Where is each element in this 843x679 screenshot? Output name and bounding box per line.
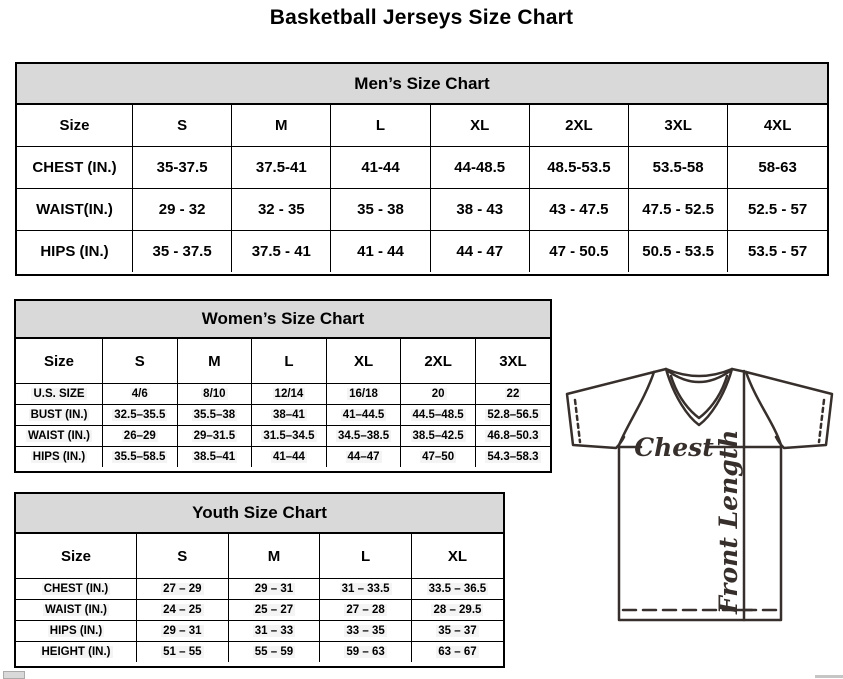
size-value xyxy=(475,447,550,468)
size-value-text: 47 - 50.5 xyxy=(549,243,609,260)
size-value-text: 37.5-41 xyxy=(255,159,307,176)
size-value-text: 27 – 28 xyxy=(346,604,385,616)
size-value xyxy=(411,600,503,621)
size-value-text: 55 – 59 xyxy=(254,646,294,658)
size-value-text: 20 xyxy=(431,388,445,400)
size-value-text: 44-48.5 xyxy=(454,159,506,176)
size-value-text: 41–44.5 xyxy=(342,409,385,421)
size-value-text: 41 - 44 xyxy=(357,243,404,260)
size-value xyxy=(475,405,550,426)
size-value-text: 51 – 55 xyxy=(163,646,202,658)
table-row xyxy=(16,447,550,468)
row-label xyxy=(16,579,137,600)
size-value xyxy=(320,642,412,663)
size-value xyxy=(252,426,327,447)
size-value-text: 53.5-58 xyxy=(652,159,704,176)
row-label-text: HIPS (IN.) xyxy=(40,243,109,260)
size-value xyxy=(232,147,331,189)
column-header-text: S xyxy=(177,117,188,134)
womens-size-chart xyxy=(14,299,552,473)
size-value xyxy=(103,447,178,468)
table-row xyxy=(16,600,503,621)
size-value-text: 33 – 35 xyxy=(346,625,385,637)
size-value xyxy=(629,189,728,231)
row-label xyxy=(17,231,133,273)
column-header-text: S xyxy=(134,352,145,370)
youth-size-table xyxy=(16,534,503,662)
size-value-text: 35.5–38 xyxy=(193,409,236,421)
row-label xyxy=(16,642,137,663)
table-row xyxy=(16,384,550,405)
size-value xyxy=(228,621,320,642)
column-header-text: XL xyxy=(447,547,468,565)
size-value xyxy=(252,405,327,426)
size-value xyxy=(529,189,628,231)
column-header xyxy=(232,105,331,147)
column-header xyxy=(430,105,529,147)
size-value xyxy=(430,231,529,273)
size-value-text: 29 - 32 xyxy=(158,201,206,218)
size-value-text: 41–44 xyxy=(272,451,305,463)
size-value xyxy=(137,642,229,663)
size-value xyxy=(137,579,229,600)
womens-chart-title: Women’s Size Chart xyxy=(16,301,550,339)
column-header-text: XL xyxy=(470,117,490,134)
size-value xyxy=(401,384,476,405)
front-length-label: Front Length xyxy=(714,429,743,614)
size-value xyxy=(326,384,401,405)
jersey-sleeve-left-cuff-dashes xyxy=(575,400,580,442)
size-header-row xyxy=(16,339,550,384)
size-value xyxy=(133,189,232,231)
size-value xyxy=(228,579,320,600)
scrollbar-thumb-fragment-left[interactable] xyxy=(3,671,25,679)
jersey-measurement-diagram xyxy=(556,361,843,629)
size-value xyxy=(728,231,827,273)
size-value xyxy=(728,147,827,189)
size-value xyxy=(177,447,252,468)
row-label xyxy=(17,189,133,231)
size-value-text: 53.5 - 57 xyxy=(748,243,808,260)
size-value xyxy=(430,189,529,231)
row-label-text: HEIGHT (IN.) xyxy=(41,646,111,658)
column-header-text: L xyxy=(284,352,294,370)
column-header-text: L xyxy=(360,547,371,565)
size-value xyxy=(320,600,412,621)
table-row xyxy=(16,426,550,447)
chest-label: Chest xyxy=(634,433,714,462)
size-value xyxy=(177,426,252,447)
size-value-text: 44–47 xyxy=(347,451,380,463)
size-value-text: 8/10 xyxy=(203,388,226,400)
size-value xyxy=(103,405,178,426)
size-value-text: 35.5–58.5 xyxy=(114,451,166,463)
size-value xyxy=(331,189,430,231)
size-value-text: 22 xyxy=(506,388,520,400)
column-header-text: M xyxy=(208,352,221,370)
size-value-text: 31 – 33 xyxy=(254,625,294,637)
size-value xyxy=(401,405,476,426)
size-value-text: 63 – 67 xyxy=(438,646,477,658)
size-header-row xyxy=(16,534,503,579)
column-header xyxy=(252,339,327,384)
mens-size-chart xyxy=(15,62,829,276)
size-value-text: 32.5–35.5 xyxy=(114,409,166,421)
size-value-text: 43 - 47.5 xyxy=(549,201,609,218)
size-value xyxy=(331,231,430,273)
column-header-text: 4XL xyxy=(763,117,792,134)
row-label xyxy=(16,426,103,447)
page-title: Basketball Jerseys Size Chart xyxy=(269,6,574,29)
column-header-text: S xyxy=(177,547,188,565)
column-header xyxy=(411,534,503,579)
size-value-text: 37.5 - 41 xyxy=(251,243,311,260)
size-value-text: 47–50 xyxy=(422,451,455,463)
womens-size-table xyxy=(16,339,550,467)
size-value-text: 52.8–56.5 xyxy=(487,409,539,421)
row-label xyxy=(16,600,137,621)
size-value-text: 4/6 xyxy=(131,388,148,400)
column-header xyxy=(331,105,430,147)
size-value-text: 35 - 38 xyxy=(357,201,404,218)
size-value xyxy=(475,384,550,405)
size-value xyxy=(326,426,401,447)
size-value xyxy=(252,384,327,405)
size-value xyxy=(475,426,550,447)
column-header xyxy=(320,534,412,579)
size-value xyxy=(177,384,252,405)
size-value-text: 12/14 xyxy=(274,388,304,400)
size-value-text: 33.5 – 36.5 xyxy=(428,583,487,595)
size-value xyxy=(401,447,476,468)
size-value-text: 41-44 xyxy=(361,159,400,176)
size-value xyxy=(177,405,252,426)
size-value-text: 46.8–50.3 xyxy=(487,430,539,442)
column-header xyxy=(728,105,827,147)
column-header xyxy=(629,105,728,147)
column-header-text: 2XL xyxy=(565,117,593,134)
size-value xyxy=(629,231,728,273)
column-header xyxy=(177,339,252,384)
size-value xyxy=(103,426,178,447)
size-value-text: 32 - 35 xyxy=(257,201,305,218)
size-value-text: 54.3–58.3 xyxy=(487,451,539,463)
size-value-text: 26–29 xyxy=(123,430,156,442)
column-header-text: 3XL xyxy=(664,117,692,134)
table-row xyxy=(16,642,503,663)
size-header-row xyxy=(17,105,827,147)
table-row xyxy=(16,405,550,426)
size-value xyxy=(228,600,320,621)
size-value-text: 44 - 47 xyxy=(456,243,504,260)
row-label xyxy=(17,147,133,189)
youth-size-chart xyxy=(14,492,505,668)
column-header-text: M xyxy=(267,547,281,565)
column-header xyxy=(326,339,401,384)
size-value-text: 35 – 37 xyxy=(438,625,477,637)
column-header xyxy=(133,105,232,147)
table-row xyxy=(17,231,827,273)
size-value-text: 25 – 27 xyxy=(254,604,294,616)
table-row xyxy=(16,579,503,600)
size-value xyxy=(103,384,178,405)
size-value-text: 29 – 31 xyxy=(163,625,202,637)
size-value xyxy=(331,147,430,189)
size-value-text: 58-63 xyxy=(758,159,797,176)
size-value xyxy=(411,621,503,642)
size-value-text: 50.5 - 53.5 xyxy=(642,243,714,260)
row-label-text: WAIST (IN.) xyxy=(45,604,107,616)
size-value-text: 38–41 xyxy=(272,409,305,421)
row-label-text: HIPS (IN.) xyxy=(49,625,103,637)
size-value-text: 29–31.5 xyxy=(193,430,236,442)
size-value-text: 16/18 xyxy=(349,388,378,400)
column-header xyxy=(137,534,229,579)
size-value xyxy=(401,426,476,447)
row-label-text: U.S. SIZE xyxy=(33,388,85,400)
size-value-text: 24 – 25 xyxy=(163,604,202,616)
size-value xyxy=(232,231,331,273)
column-header-text: Size xyxy=(59,117,90,134)
size-value-text: 29 – 31 xyxy=(254,583,294,595)
column-header-text: 3XL xyxy=(499,352,527,370)
size-value xyxy=(137,600,229,621)
column-header-text: M xyxy=(275,117,288,134)
size-value-text: 27 – 29 xyxy=(163,583,202,595)
size-value xyxy=(430,147,529,189)
size-value-text: 52.5 - 57 xyxy=(748,201,808,218)
size-value-text: 28 – 29.5 xyxy=(433,604,482,616)
size-value xyxy=(326,405,401,426)
size-value xyxy=(133,231,232,273)
row-label xyxy=(16,621,137,642)
column-header xyxy=(228,534,320,579)
size-value xyxy=(529,231,628,273)
size-value xyxy=(728,189,827,231)
youth-chart-title: Youth Size Chart xyxy=(16,494,503,534)
mens-size-table xyxy=(17,105,827,272)
size-value xyxy=(326,447,401,468)
table-row xyxy=(17,147,827,189)
size-value-text: 44.5–48.5 xyxy=(412,409,464,421)
column-header-text: Size xyxy=(60,547,91,565)
size-value-text: 38.5–41 xyxy=(193,451,236,463)
size-value xyxy=(232,189,331,231)
size-value-text: 34.5–38.5 xyxy=(337,430,390,442)
column-header xyxy=(529,105,628,147)
size-value xyxy=(529,147,628,189)
size-value xyxy=(320,621,412,642)
size-value-text: 31.5–34.5 xyxy=(263,430,315,442)
column-header xyxy=(475,339,550,384)
row-label-text: CHEST (IN.) xyxy=(32,159,117,176)
jersey-torso-outline xyxy=(619,372,781,620)
row-label-text: HIPS (IN.) xyxy=(32,451,86,463)
column-header-text: Size xyxy=(43,352,74,370)
size-value-text: 31 – 33.5 xyxy=(341,583,390,595)
size-value-text: 38.5–42.5 xyxy=(412,430,464,442)
column-header-text: 2XL xyxy=(424,352,452,370)
column-header-text: XL xyxy=(353,352,374,370)
table-row xyxy=(17,189,827,231)
size-value-text: 59 – 63 xyxy=(346,646,385,658)
size-value xyxy=(320,579,412,600)
mens-chart-title: Men’s Size Chart xyxy=(17,64,827,105)
column-header-text: L xyxy=(375,117,386,134)
row-label xyxy=(16,447,103,468)
size-value xyxy=(133,147,232,189)
column-header xyxy=(17,105,133,147)
size-value xyxy=(252,447,327,468)
size-value xyxy=(411,642,503,663)
row-label-text: BUST (IN.) xyxy=(30,409,88,421)
size-value xyxy=(629,147,728,189)
row-label-text: WAIST(IN.) xyxy=(36,201,113,218)
size-value-text: 35-37.5 xyxy=(156,159,208,176)
column-header xyxy=(401,339,476,384)
size-value-text: 35 - 37.5 xyxy=(152,243,212,260)
column-header xyxy=(16,534,137,579)
column-header xyxy=(103,339,178,384)
size-value-text: 38 - 43 xyxy=(456,201,504,218)
jersey-sleeve-right-cuff-dashes xyxy=(819,400,824,442)
size-value-text: 47.5 - 52.5 xyxy=(642,201,714,218)
row-label xyxy=(16,384,103,405)
size-value xyxy=(137,621,229,642)
scrollbar-thumb-fragment-right[interactable] xyxy=(815,675,843,678)
row-label-text: WAIST (IN.) xyxy=(28,430,90,442)
row-label xyxy=(16,405,103,426)
table-row xyxy=(16,621,503,642)
size-value xyxy=(228,642,320,663)
size-value-text: 48.5-53.5 xyxy=(547,159,611,176)
size-value xyxy=(411,579,503,600)
jersey-shoulder-left xyxy=(654,369,666,372)
row-label-text: CHEST (IN.) xyxy=(43,583,109,595)
column-header xyxy=(16,339,103,384)
